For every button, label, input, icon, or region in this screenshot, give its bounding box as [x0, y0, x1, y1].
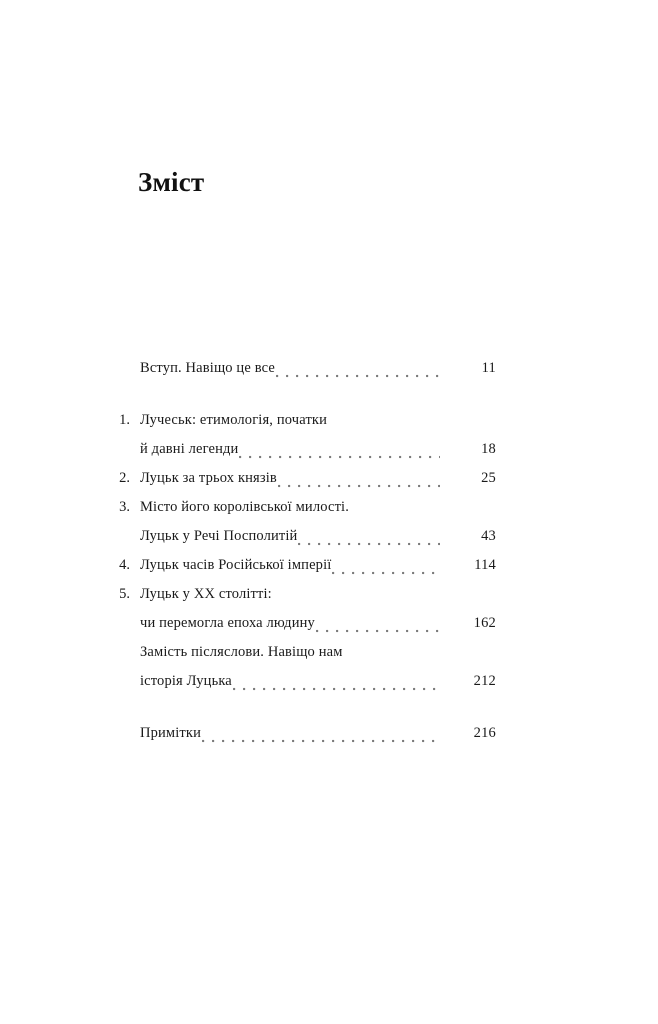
toc-group	[104, 360, 496, 389]
toc-group	[104, 725, 496, 754]
toc-entry-number	[104, 441, 140, 458]
toc-entry-number: 1.	[119, 412, 130, 428]
toc-entry-label[interactable]: Місто його королівської милості.	[140, 499, 350, 515]
toc-entry-line	[104, 441, 496, 470]
toc-dot-leader	[202, 734, 440, 748]
toc-entry[interactable]	[104, 644, 496, 702]
toc-entry-line	[104, 586, 496, 615]
page-title: Зміст	[138, 167, 205, 198]
toc-dot-leader	[276, 369, 440, 383]
toc-entry-label[interactable]: Замість післяслови. Навіщо нам	[140, 644, 343, 660]
toc-group-gap	[104, 702, 496, 725]
toc-entry[interactable]	[104, 725, 496, 754]
toc-entry-number	[104, 615, 140, 632]
toc-entry-label[interactable]: чи перемогла епоха людину	[140, 615, 315, 631]
toc-dot-leader	[278, 479, 440, 493]
toc-entry[interactable]	[104, 586, 496, 644]
toc-group	[104, 412, 496, 702]
toc-entry-line	[104, 644, 496, 673]
toc-page-number[interactable]: 25	[481, 470, 496, 486]
toc-entry[interactable]	[104, 470, 496, 499]
toc-entry[interactable]	[104, 499, 496, 557]
toc-page-number[interactable]: 114	[474, 557, 496, 573]
toc-page-number[interactable]: 162	[473, 615, 496, 631]
toc-dot-leader	[273, 595, 440, 609]
toc-entry[interactable]	[104, 360, 496, 389]
toc-page-number[interactable]: 18	[481, 441, 496, 457]
toc-entry-number	[104, 673, 140, 690]
toc-entry-label[interactable]: Луцьк часів Російської імперії	[140, 557, 332, 573]
toc-entry-number: 2.	[119, 470, 130, 486]
toc-entry-label[interactable]: й давні легенди	[140, 441, 239, 457]
toc-entry[interactable]	[104, 412, 496, 470]
toc-entry-number: 3.	[119, 499, 130, 515]
toc-entry-number	[104, 725, 140, 742]
toc-entry-label[interactable]: Лучеськ: етимологія, початки	[140, 412, 328, 428]
toc-entry-line	[104, 615, 496, 644]
table-of-contents	[104, 360, 496, 754]
toc-group-gap	[104, 389, 496, 412]
toc-dot-leader	[332, 566, 440, 580]
toc-entry-line	[104, 673, 496, 702]
toc-dot-leader	[344, 653, 440, 667]
toc-entry-number	[104, 644, 140, 661]
toc-entry-number: 5.	[119, 586, 130, 602]
toc-entry[interactable]	[104, 557, 496, 586]
toc-page-number[interactable]: 216	[473, 725, 496, 741]
toc-entry-line	[104, 557, 496, 586]
toc-entry-label[interactable]: Луцьк за трьох князів	[140, 470, 277, 486]
toc-entry-line	[104, 499, 496, 528]
toc-dot-leader	[298, 537, 440, 551]
toc-dot-leader	[350, 508, 440, 522]
toc-entry-line	[104, 412, 496, 441]
toc-dot-leader	[239, 450, 440, 464]
toc-entry-line	[104, 470, 496, 499]
toc-entry-number: 4.	[119, 557, 130, 573]
toc-entry-label[interactable]: історія Луцька	[140, 673, 232, 689]
toc-entry-number	[104, 528, 140, 545]
toc-dot-leader	[233, 682, 440, 696]
toc-entry-line	[104, 360, 496, 389]
toc-dot-leader	[328, 421, 440, 435]
toc-entry-label[interactable]: Примітки	[140, 725, 202, 741]
toc-entry-label[interactable]: Луцьк у XX столітті:	[140, 586, 272, 602]
toc-entry-line	[104, 528, 496, 557]
toc-entry-line	[104, 725, 496, 754]
toc-entry-number	[104, 360, 140, 377]
toc-dot-leader	[316, 624, 440, 638]
toc-entry-label[interactable]: Вступ. Навіщо це все	[140, 360, 275, 376]
toc-page-number[interactable]: 212	[473, 673, 496, 689]
toc-page-number[interactable]: 11	[481, 360, 496, 376]
toc-entry-label[interactable]: Луцьк у Речі Посполитій	[140, 528, 298, 544]
toc-page-number[interactable]: 43	[481, 528, 496, 544]
